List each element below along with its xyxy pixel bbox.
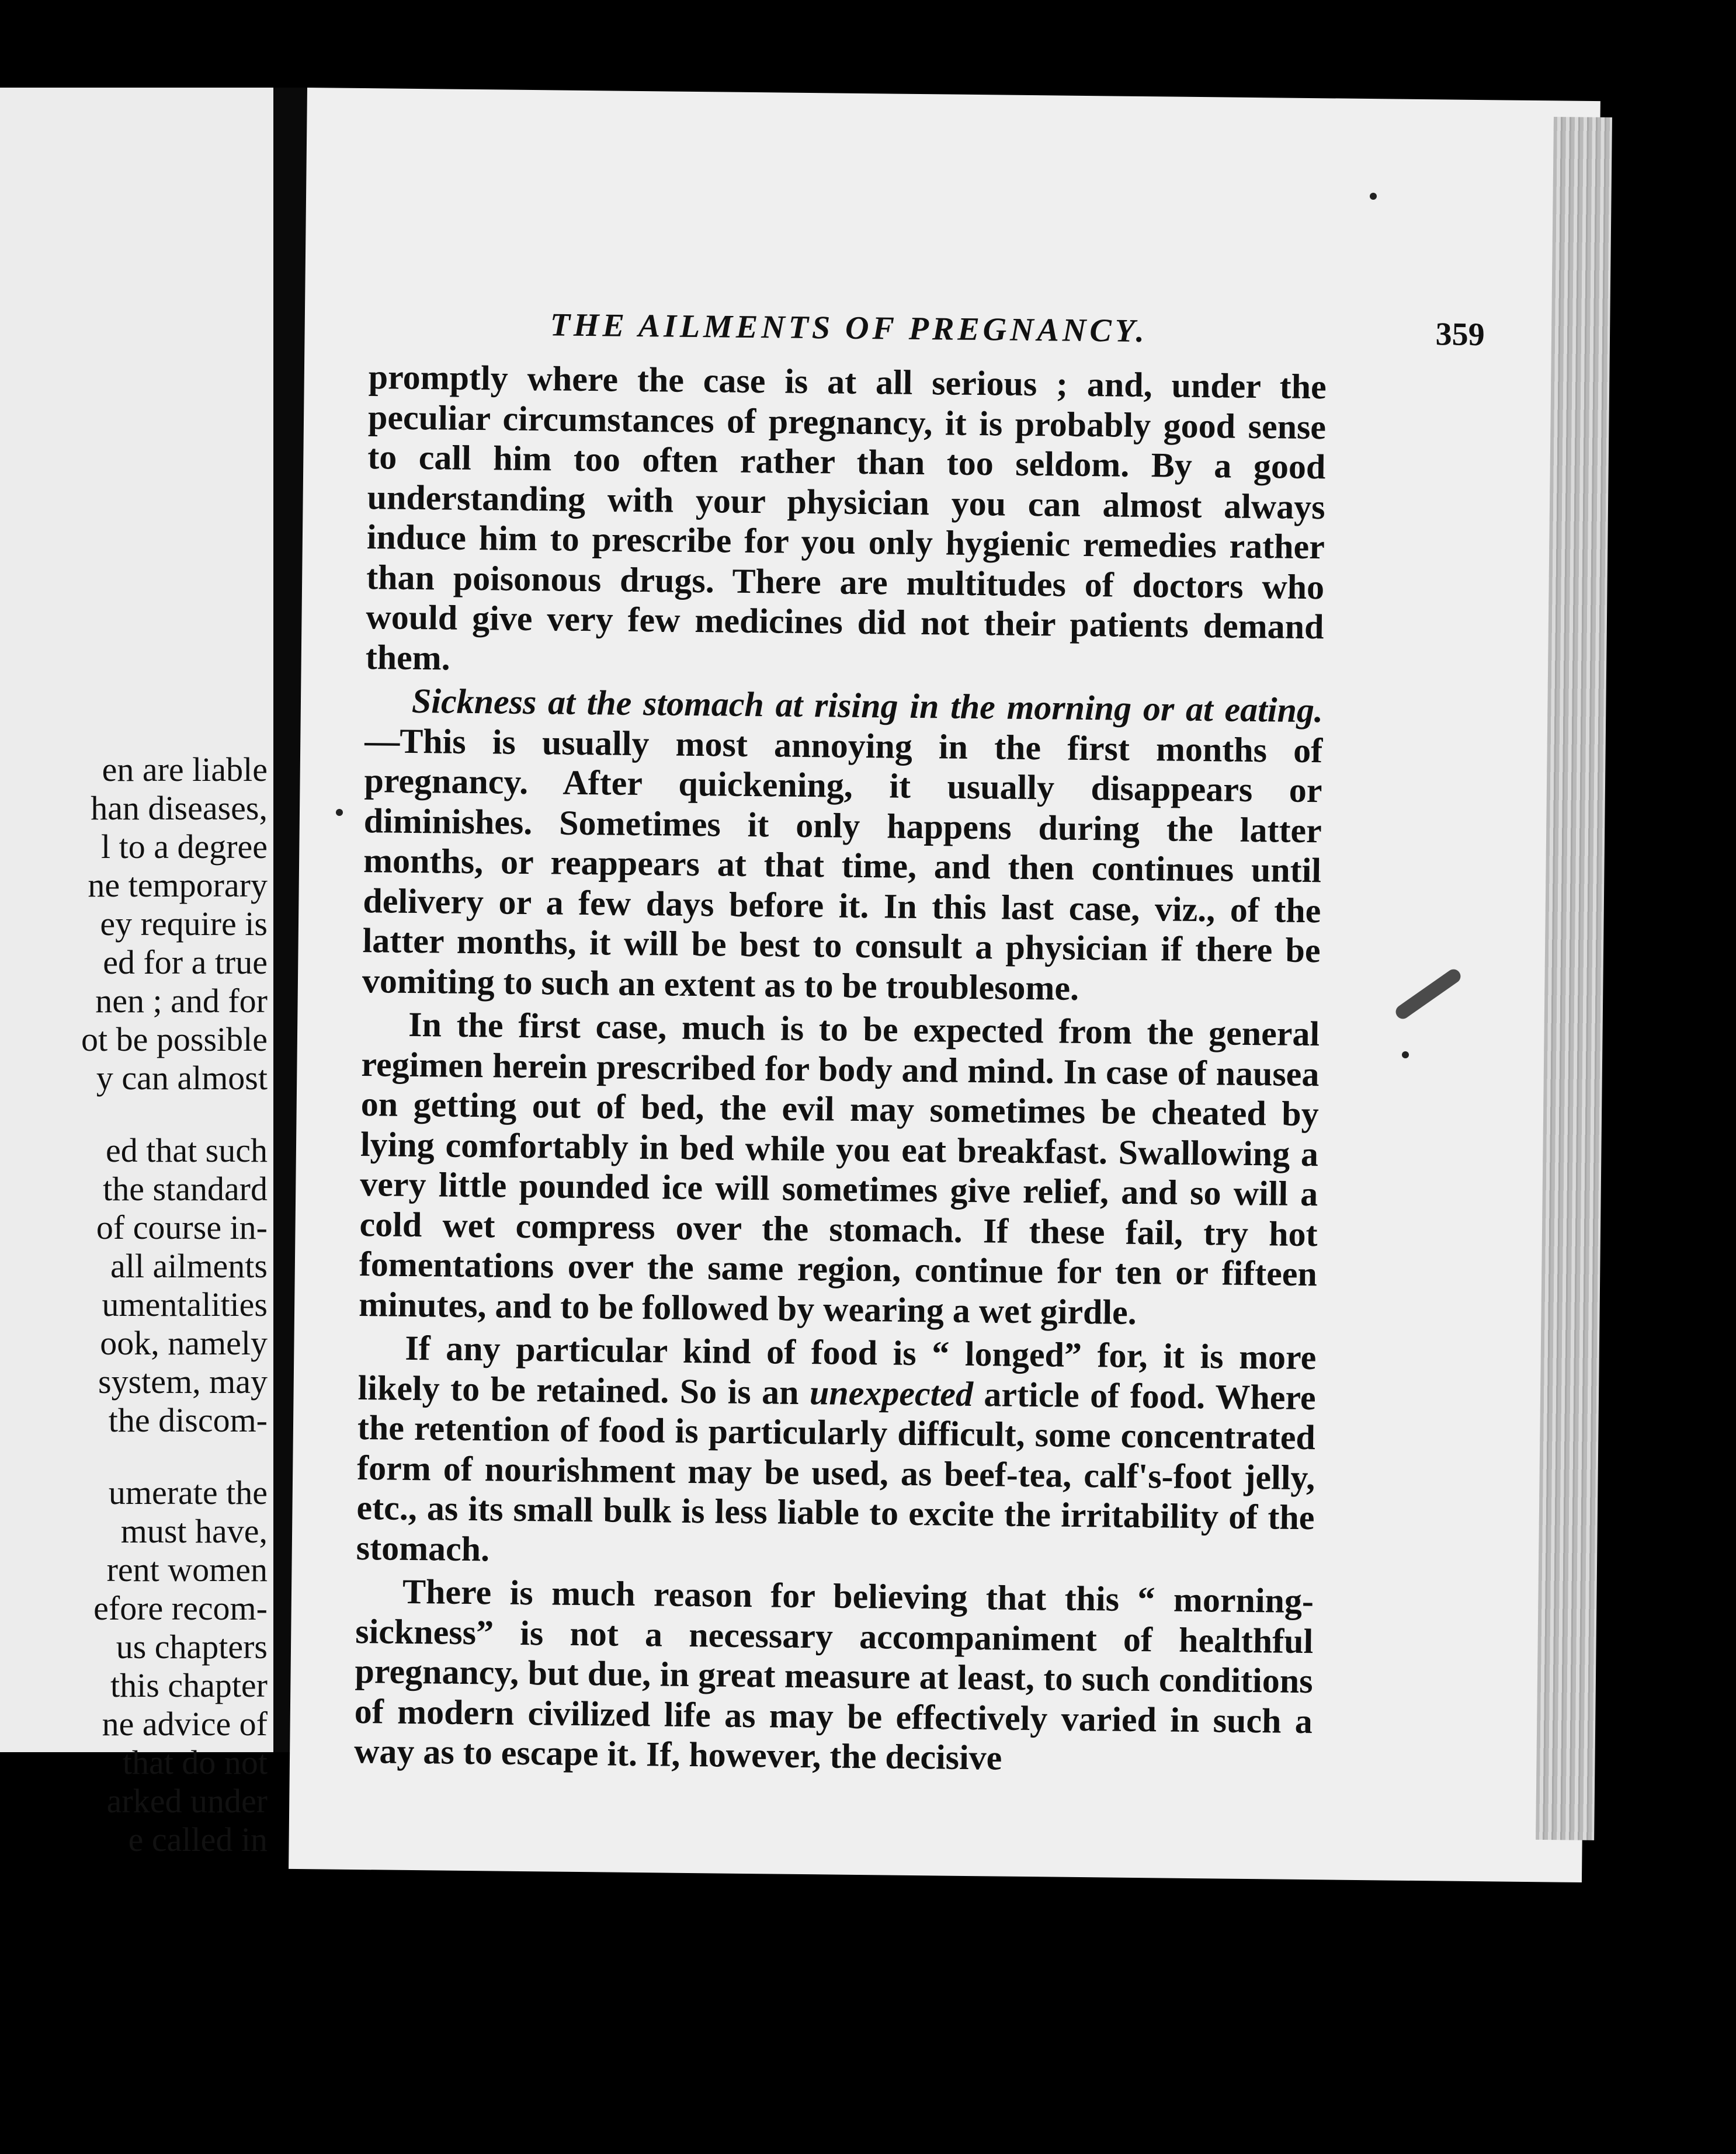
paragraph-gap: [0, 1097, 268, 1131]
left-page-line: efore recom-: [93, 1589, 268, 1627]
ink-speck: [336, 809, 343, 816]
paragraph: In the first case, much is to be expected from the general regimen herein prescribed for body and mind. In case of nausea on getting out of bed, the evil may sometimes be cheated by lying comfortably in bed while you eat breakfast. Swallowing a very little pounded ice will sometimes give relief, and so will a cold wet compress over the stomach. If these fail, try hot fomentations over the same region, continue for ten or fifteen minutes, and to be followed by wearing a wet girdle.: [358, 1005, 1320, 1332]
paragraph-text: article of food. Where the retention of food is particularly difficult, some concentrated form of nourishment may be used, as beef-tea, calf's-foot jelly, etc., as its small bulk is less liable to excite the irritability of the stomach.: [356, 1374, 1316, 1568]
left-page-line: rent women: [106, 1551, 268, 1589]
left-page-line: the standard: [103, 1170, 268, 1208]
section-heading: Sickness at the stomach at rising in the morning or at eating.: [411, 681, 1324, 730]
left-page: [0, 88, 273, 1858]
left-page-line: umerate the: [108, 1474, 268, 1512]
left-page-line: all ailments: [110, 1247, 268, 1285]
left-page-line: l to a degree: [100, 828, 268, 866]
left-page-line: system, may: [98, 1363, 268, 1401]
left-page-line: ed that such: [105, 1131, 268, 1169]
left-page-line: y can almost: [96, 1059, 268, 1097]
page-number: 359: [1435, 316, 1485, 353]
left-page-line: ed for a true: [103, 943, 268, 981]
running-title: THE AILMENTS OF PREGNANCY.: [550, 307, 1148, 350]
paragraph: promptly where the case is at all serious ; and, under the peculiar circumstances of pregnancy, it is probably good sense to call him too often rather than too seldom. By a good understanding with your physician you can almost always induce him to prescribe for you only hygienic remedies rather than poisonous drugs. There are multitudes of doctors who would give very few medicines did not their patients demand them.: [365, 357, 1327, 678]
left-page-line: e called in: [128, 1821, 268, 1858]
ink-speck: [1402, 1051, 1409, 1058]
paragraph: There is much reason for believing that this “ morning-sickness” is not a necessary accompaniment of healthful pregnancy, but due, in great measure at least, to such conditions of modern civilized life as may be effectively varied in such a way as to escape it. If, however, the decisive: [353, 1572, 1314, 1777]
left-page-line: ook, namely: [100, 1324, 268, 1362]
ink-speck: [1370, 193, 1377, 200]
left-page-line: umentalities: [102, 1286, 268, 1323]
right-page: [289, 88, 1600, 1882]
left-page-line: ne advice of: [102, 1705, 268, 1743]
left-page-line: this chapter: [110, 1666, 268, 1704]
body-text: [354, 357, 1327, 1785]
emphasis: unexpected: [809, 1373, 974, 1413]
left-page-line: must have,: [120, 1512, 268, 1550]
paragraph-text: —This is usually most annoying in the first months of pregnancy. After quickening, it usually disappears or diminishes. Sometimes it only happens during the latter months, or reappears at that time, and then continues until delivery or a few days before it. In this last case, viz., of the latter months, it will be best to consult a physician if there be vomiting to such an extent as to be troublesome.: [362, 721, 1323, 1007]
left-page-line: ne temporary: [88, 866, 268, 904]
paragraph-gap: [0, 1440, 268, 1474]
left-page-line: han diseases,: [91, 789, 268, 827]
left-page-line: arked under: [106, 1782, 268, 1820]
left-page-line: ot be possible: [81, 1020, 268, 1058]
left-page-line: that do not: [122, 1743, 268, 1781]
left-page-line: the discom-: [108, 1401, 268, 1439]
left-page-line: en are liable: [102, 751, 268, 788]
left-page-line: of course in-: [96, 1208, 268, 1246]
left-page-line: ey require is: [100, 905, 268, 943]
running-head: [550, 306, 1485, 363]
paragraph: [362, 680, 1324, 1010]
left-page-line: nen ; and for: [95, 982, 268, 1020]
paragraph-text: If any particular kind of food is “ longed” for, it is more likely to be retained. So is an: [357, 1328, 1317, 1412]
left-page-text: [0, 751, 268, 1859]
paragraph: [356, 1328, 1316, 1578]
left-page-line: us chapters: [116, 1628, 268, 1666]
